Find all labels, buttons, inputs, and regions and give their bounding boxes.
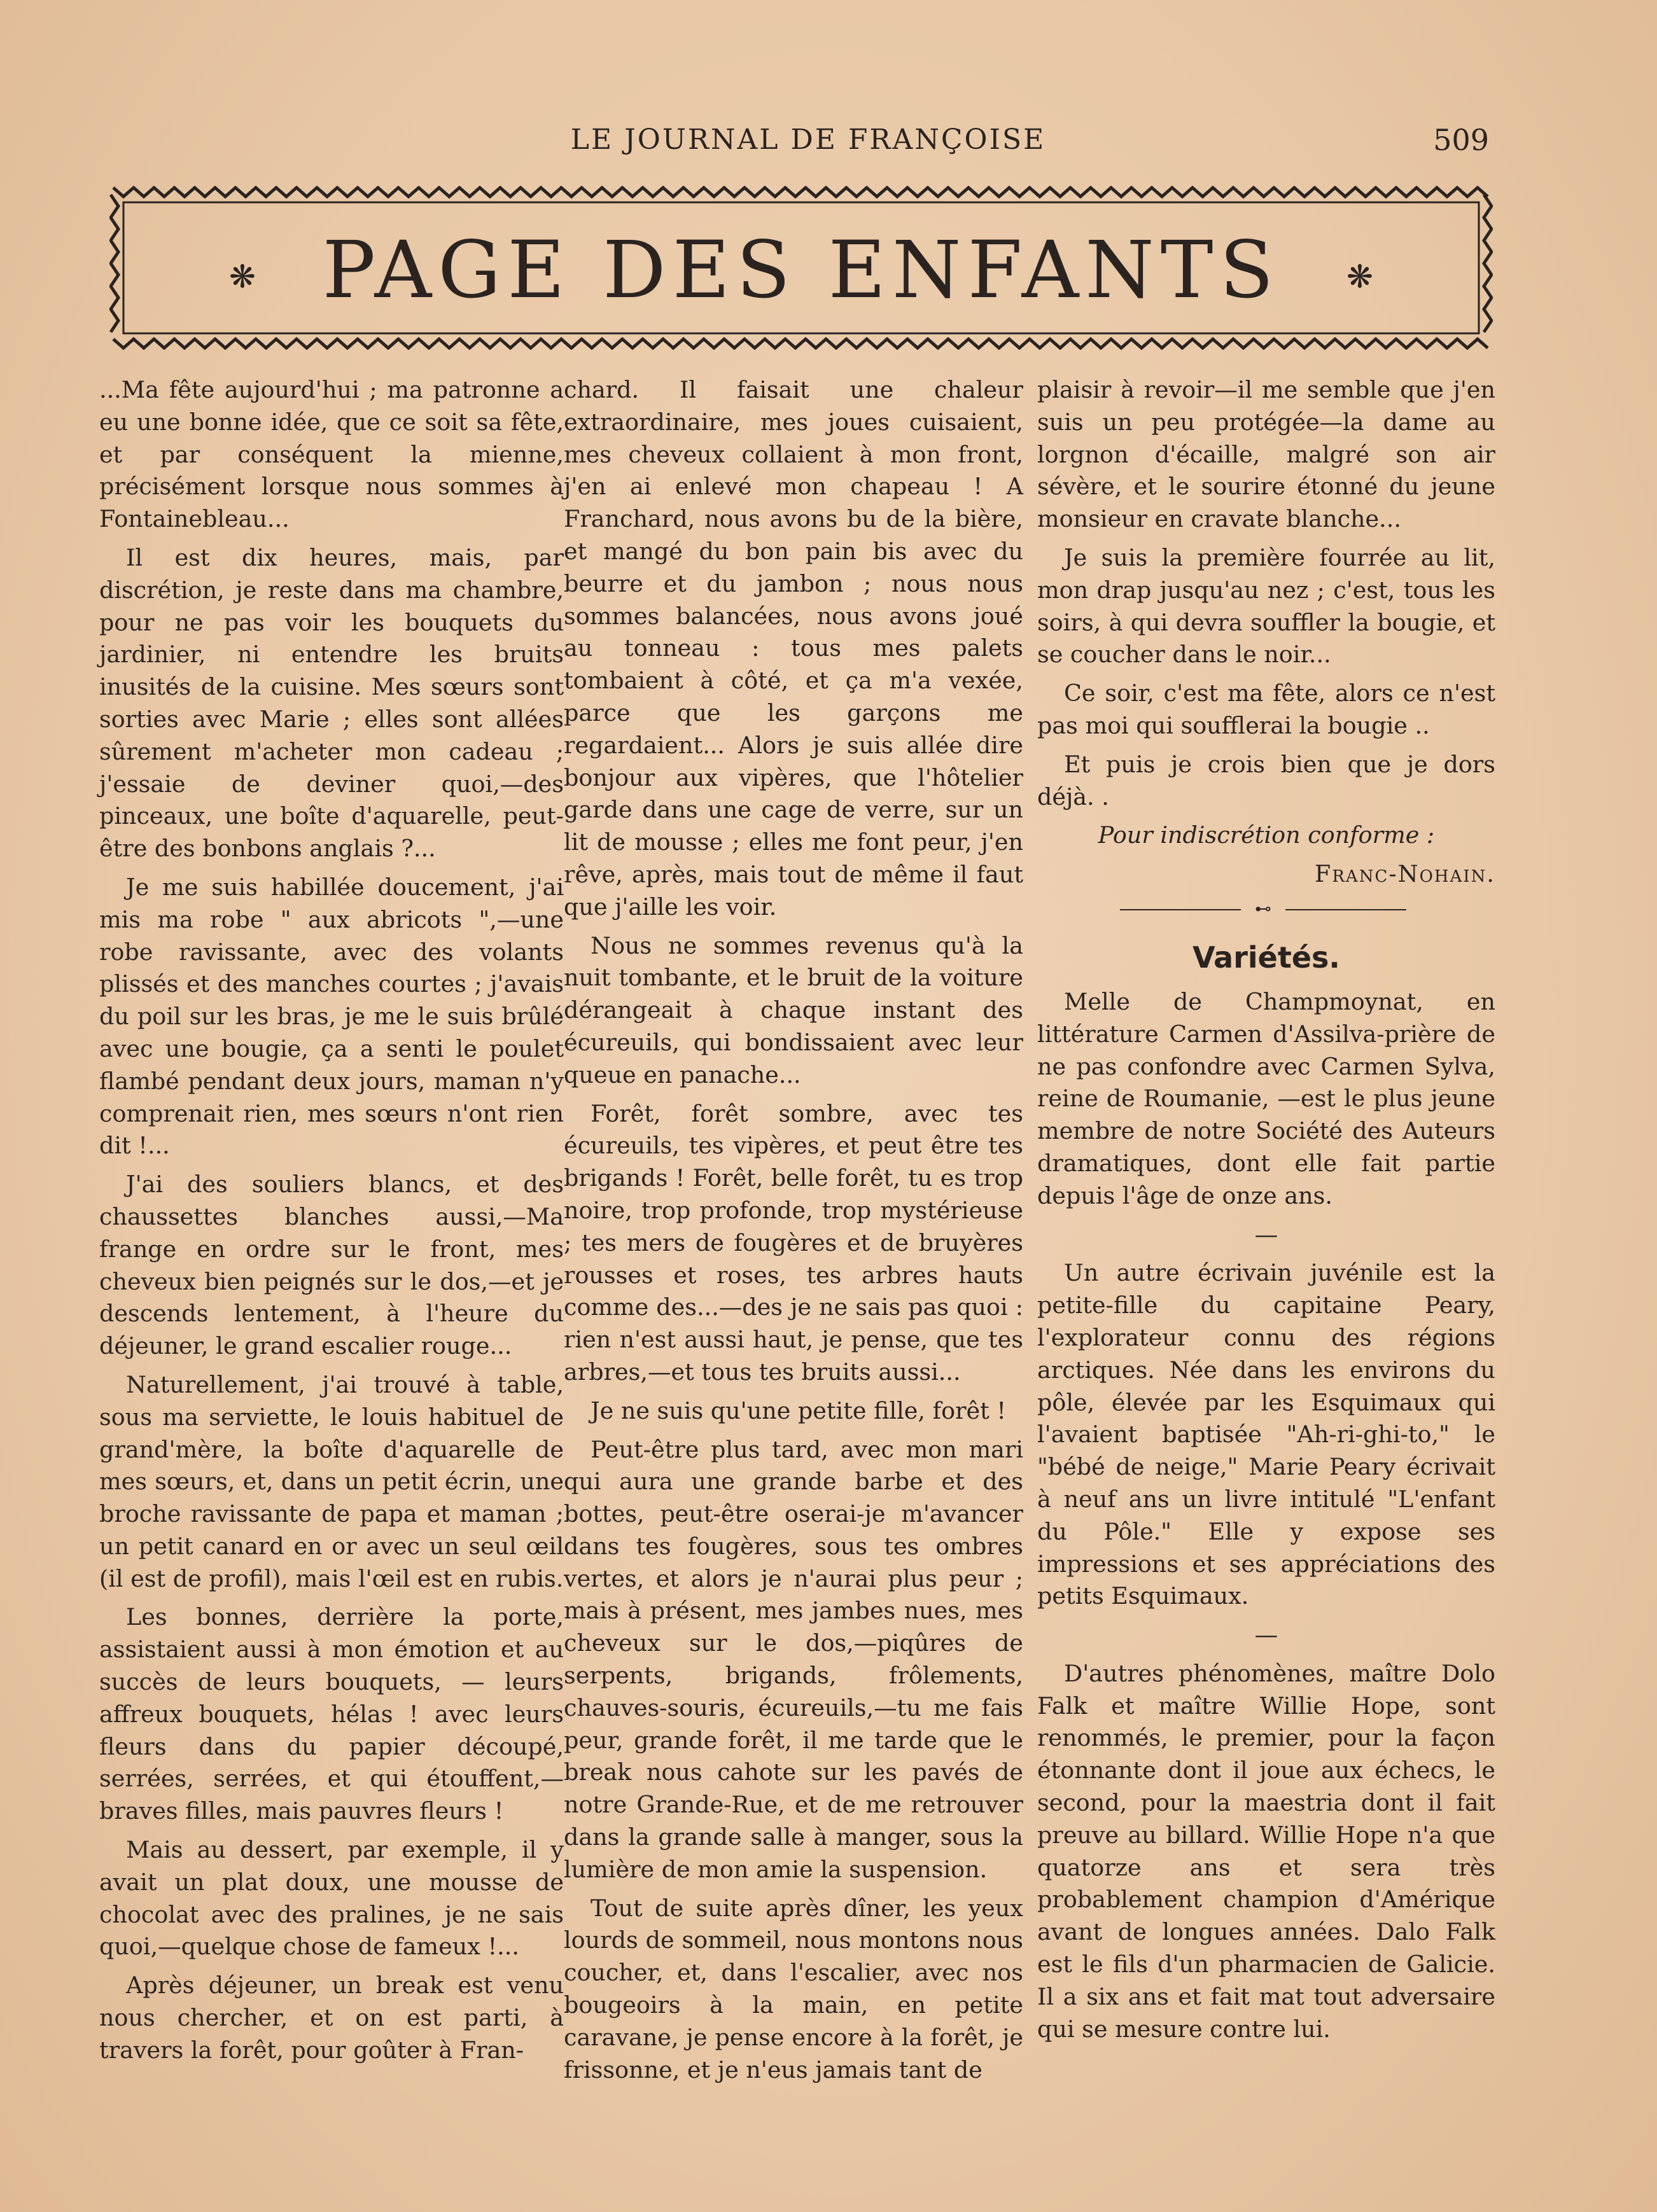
signature-intro: Pour indiscrétion conforme : xyxy=(1098,821,1435,849)
paragraph: Je suis la première fourrée au lit, mon drap jusqu'au nez ; c'est, tous les soirs, à qui devra souffler la bougie, et se coucher dans le noir... xyxy=(1037,543,1495,669)
section-heading: Variétés. xyxy=(1192,940,1340,975)
paragraph: ...Ma fête aujourd'hui ; ma patronne a eu une bonne idée, que ce soit sa fête, et par conséquent la mienne, précisément lorsque nous sommes à Fontainebleau... xyxy=(99,376,564,533)
paragraph: plaisir à revoir—il me semble que j'en suis un peu protégée—la dame au lorgnon d'écaille, malgré son air sévère, et le sourire étonné du jeune monsieur en cravate blanche... xyxy=(1037,376,1495,533)
paragraph: Et puis je crois bien que je dors déjà. . xyxy=(1037,750,1495,810)
paragraph: J'ai des souliers blancs, et des chaussettes blanches aussi,—Ma frange en ordre sur le front, mes cheveux bien peignés sur le dos,—et je descends lentement, à l'heure du déjeuner, le grand escalier rouge... xyxy=(99,1171,564,1360)
paragraph: D'autres phénomènes, maître Dolo Falk et maître Willie Hope, sont renommés, le premier, pour la façon étonnante dont il joue aux échecs, le second, pour la maestria dont il fait preuve au billard. Willie Hope n'a que quatorze ans et sera très probablement champion d'Amérique avant de longues années. Dalo Falk est le fils d'un pharmacien de Galicie. Il a six ans et fait mat tout adversaire qui se mesure contre lui. xyxy=(1037,1659,1495,2043)
paragraph: Après déjeuner, un break est venu nous chercher, et on est parti, à travers la forêt, pour goûter à Fran- xyxy=(99,1972,564,2064)
paragraph: Peut-être plus tard, avec mon mari qui aura une grande barbe et des bottes, peut-être oserai-je m'avancer dans tes fougères, sous tes ombres vertes, et alors je n'aurai plus peur ; mais à présent, mes jambes nues, mes cheveux sur le dos,—piqûres de serpents, brigands, frôlements, chauves-souris, écureuils,—tu me fais peur, grande forêt, il me tarde que le break nous cahote sur les pavés de notre Grande-Rue, et de me retrouver dans la grande salle à manger, sous la lumière de mon amie la suspension. xyxy=(564,1435,1023,1883)
paragraph: Melle de Champmoynat, en littérature Carmen d'Assilva-prière de ne pas confondre avec Carmen Sylva, reine de Roumanie, —est le plus jeune membre de notre Société des Auteurs dramatiques, dont elle fait partie depuis l'âge de onze ans. xyxy=(1037,987,1495,1209)
paragraph: Les bonnes, derrière la porte, assistaient aussi à mon émotion et au succès de leurs bouquets, — leurs affreux bouquets, hélas ! avec leurs fleurs dans du papier découpé, serrées, serrées, et qui étouffent,—braves filles, mais pauvres fleurs ! xyxy=(99,1603,564,1825)
column-1 xyxy=(99,374,564,2073)
paragraph: Un autre écrivain juvénile est la petite-fille du capitaine Peary, l'explorateur connu des régions arctiques. Née dans les environs du pôle, élevée par les Esquimaux qui l'avaient baptisée "Ah-ri-ghi-to," le "bébé de neige," Marie Peary écrivait à neuf ans un livre intitulé "L'enfant du Pôle." Elle y expose ses impressions et ses appréciations des petits Esquimaux. xyxy=(1037,1259,1495,1610)
paragraph: Mais au dessert, par exemple, il y avait un plat doux, une mousse de chocolat avec des pralines, je ne sais quoi,—quelque chose de fameux !... xyxy=(99,1836,564,1961)
journal-title: LE JOURNAL DE FRANÇOISE xyxy=(570,123,1046,156)
star-ornament-icon: ❋ xyxy=(229,258,256,295)
paragraph: Nous ne sommes revenus qu'à la nuit tombante, et le bruit de la voiture dérangeait à chaque instant des écureuils, qui bondissaient avec leur queue en panache... xyxy=(564,931,1023,1089)
section-divider xyxy=(1037,897,1495,922)
paragraph: Ce soir, c'est ma fête, alors ce n'est pas moi qui soufflerai la bougie .. xyxy=(1037,679,1495,739)
paragraph: Forêt, forêt sombre, avec tes écureuils, tes vipères, et peut être tes brigands ! Forêt, belle forêt, tu es trop noire, trop profonde, trop mystérieuse ; tes mers de fougères et de bruyères rousses et roses, tes arbres hauts comme des...—des je ne sais pas quoi : rien n'est aussi haut, je pense, que tes arbres,—et tous tes bruits aussi... xyxy=(564,1099,1023,1386)
paragraph: Tout de suite après dîner, les yeux lourds de sommeil, nous montons nous coucher, et, dans l'escalier, avec nos bougeoirs à la main, en petite caravane, je pense encore à la forêt, je frissonne, et je n'eus jamais tant de xyxy=(564,1894,1023,2083)
paragraph: Je ne suis qu'une petite fille, forêt ! xyxy=(591,1396,1007,1424)
separator-dash: — xyxy=(1254,1220,1278,1248)
star-ornament-icon: ❋ xyxy=(1346,258,1373,295)
page-title: PAGE DES ENFANTS xyxy=(322,225,1280,316)
column-2 xyxy=(564,374,1023,2092)
paragraph: Naturellement, j'ai trouvé à table, sous ma serviette, le louis habituel de grand'mère, la boîte d'aquarelle de mes sœurs, et, dans un petit écrin, une broche ravissante de papa et maman ; un petit canard en or avec un seul œil (il est de profil), mais l'œil est en rubis. xyxy=(99,1370,564,1592)
column-3 xyxy=(1037,374,1495,2052)
running-header xyxy=(0,121,1657,159)
page-number: 509 xyxy=(1433,123,1489,157)
divider-ornament-icon: ⊷ xyxy=(1255,899,1271,919)
paragraph: chard. Il faisait une chaleur extraordinaire, mes joues cuisaient, mes cheveux collaient à mon front, j'en ai enlevé mon chapeau ! A Franchard, nous avons bu de la bière, et mangé du bon pain bis avec du beurre et du jambon ; nous nous sommes balancées, nous avons joué au tonneau : tous mes palets tombaient à côté, et ça m'a vexée, parce que les garçons me regardaient... Alors je suis allée dire bonjour aux vipères, que l'hôtelier garde dans une cage de verre, sur un lit de mousse ; elles me font peur, j'en rêve, après, mais tout de même il faut que j'aille les voir. xyxy=(564,376,1023,921)
paragraph: Il est dix heures, mais, par discrétion, je reste dans ma chambre, pour ne pas voir les bouquets du jardinier, ni entendre les bruits inusités de la cuisine. Mes sœurs sont sorties avec Marie ; elles sont allées sûrement m'acheter mon cadeau ; j'essaie de deviner quoi,—des pinceaux, une boîte d'aquarelle, peut-être des bonbons anglais ?... xyxy=(99,543,564,863)
section-banner xyxy=(109,186,1493,350)
author-signature: Franc-Nohain. xyxy=(1315,860,1495,888)
separator-dash: — xyxy=(1254,1621,1278,1649)
paragraph: Je me suis habillée doucement, j'ai mis ma robe " aux abricots ",—une robe ravissante, avec des volants plissés et des manches courtes ; j'avais du poil sur les bras, je me le suis brûlé avec une bougie, ça a senti le poulet flambé pendant deux jours, maman n'y comprenait rien, mes sœurs n'ont rien dit !... xyxy=(99,873,564,1160)
